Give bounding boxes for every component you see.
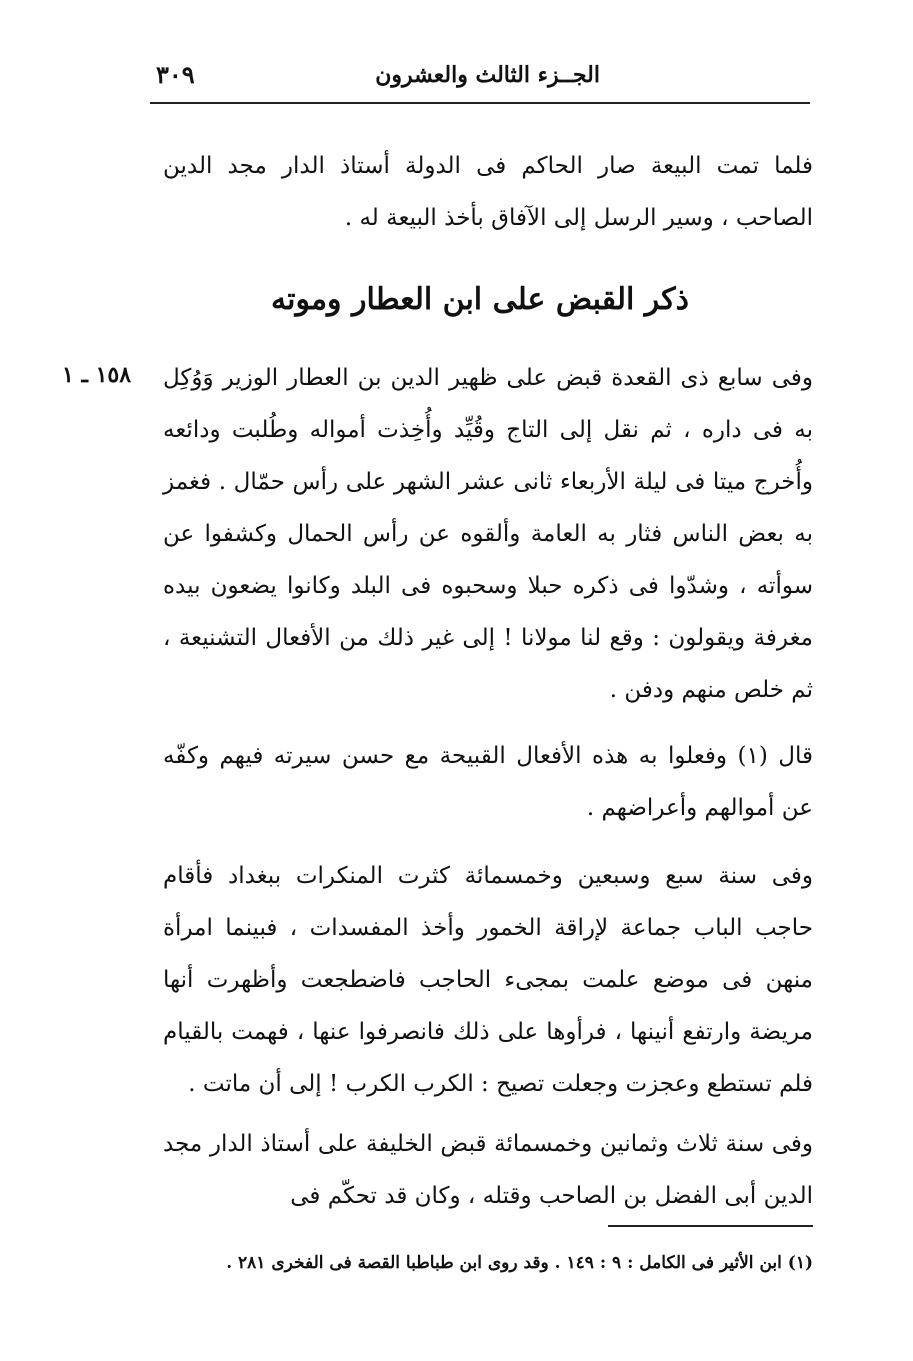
- paragraph-5: وفى سنة ثلاث وثمانين وخمسمائة قبض الخليفة على أستاذ الدار مجد الدين أبى الفضل بن الصاحب وقتله ، وكان قد تحكّم فى: [163, 1131, 813, 1209]
- page-number: ٣٠٩: [156, 60, 195, 89]
- paragraph-3: قال (١) وفعلوا به هذه الأفعال القبيحة مع حسن سيرته فيهم وكفّه عن أموالهم وأعراضهم .: [163, 743, 814, 821]
- paragraph-1: فلما تمت البيعة صار الحاكم فى الدولة أستاذ الدار مجد الدين الصاحب ، وسير الرسل إلى الآفاق بأخذ البيعة له .: [163, 153, 813, 231]
- paragraph-2: وفى سابع ذى القعدة قبض على ظهير الدين بن العطار الوزير وَوُكِل به فى داره ، ثم نقل إلى التاج وقُيِّد وأُخِذت أمواله وطُلبت ودائعه وأُخرج ميتا فى ليلة الأربعاء ثانى عشر الشهر على رأس حمّال . فغمز به بعض الناس فثار به العامة وألقوه عن رأس الحمال وكشفوا عن سوأته ، وشدّوا فى ذكره حبلا وسحبوه فى البلد وكانوا يضعون بيده مغرفة ويقولون : وقع لنا مولانا ! إلى غير ذلك من الأفعال التشنيعة ، ثم خلص منهم ودفن .: [163, 365, 813, 703]
- footnote: (١) ابن الأثير فى الكامل : ٩ : ١٤٩ . وقد روى ابن طباطبا القصة فى الفخرى ٢٨١ .: [226, 1253, 813, 1273]
- running-header: [150, 60, 810, 104]
- section-heading: ذكر القبض على ابن العطار وموته: [271, 282, 689, 317]
- paragraph-4: وفى سنة سبع وسبعين وخمسمائة كثرت المنكرات ببغداد فأقام حاجب الباب جماعة لإراقة الخمور وأخذ المفسدات ، فبينما امرأة منهن فى موضع علمت بمجىء الحاجب فاضطجعت وأظهرت أنها مريضة وارتفع أنينها ، فرأوها على ذلك فانصرفوا عنها ، فهمت بالقيام فلم تستطع وعجزت وجعلت تصيح : الكرب الكرب ! إلى أن ماتت .: [163, 863, 813, 1097]
- margin-reference: ١٥٨ ـ ١: [62, 362, 132, 388]
- running-title: الجــزء الثالث والعشرون: [375, 62, 600, 88]
- footnote-divider: [608, 1225, 813, 1227]
